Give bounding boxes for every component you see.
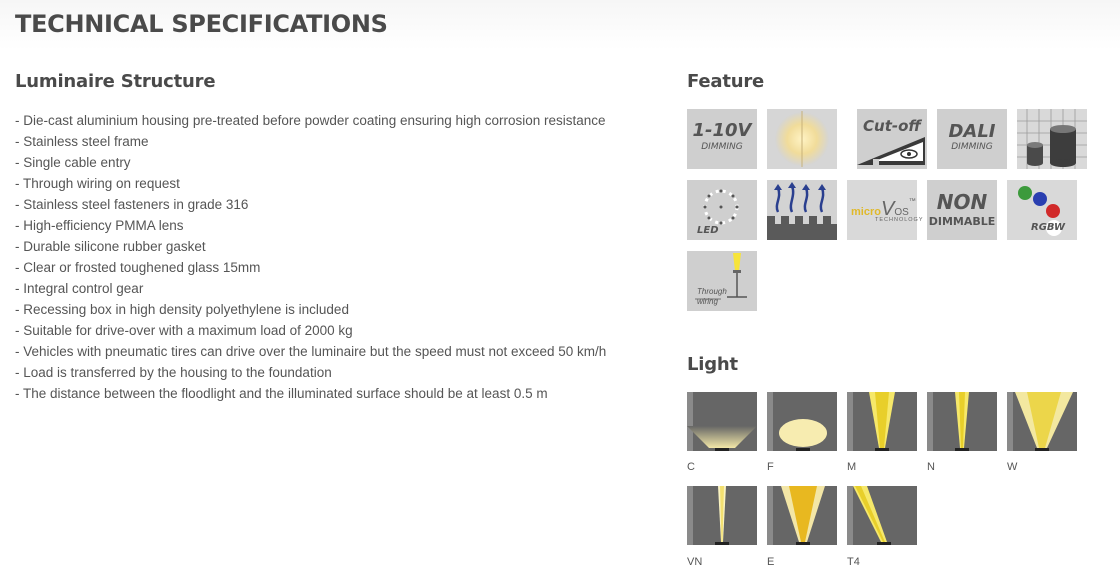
cut-off-graphic xyxy=(857,109,927,169)
list-item: - Durable silicone rubber gasket xyxy=(15,239,206,254)
optic-e-icon xyxy=(767,486,837,545)
1-10v-dimming-icon xyxy=(687,109,757,169)
optic-n-beam xyxy=(927,392,997,451)
list-item: - Load is transferred by the housing to the foundation xyxy=(15,365,332,380)
structure-list xyxy=(15,110,606,404)
optic-t4-icon xyxy=(847,486,917,545)
optic-w-beam xyxy=(1007,392,1077,451)
list-item: - Integral control gear xyxy=(15,281,144,296)
microvos-technology-icon xyxy=(847,180,924,240)
warm-light-graphic xyxy=(767,109,837,169)
optic-vn-label: VN xyxy=(687,556,703,568)
feature-heading: Feature xyxy=(687,71,765,92)
optic-f-beam xyxy=(767,392,837,451)
optic-m-icon xyxy=(847,392,917,451)
optic-w-icon xyxy=(1007,392,1077,451)
rgbw-icon xyxy=(1007,180,1077,240)
optic-f-icon xyxy=(767,392,837,451)
luminaire-structure-heading: Luminaire Structure xyxy=(15,71,216,92)
optic-n-icon xyxy=(927,392,997,451)
microvos-tm: ™ xyxy=(908,198,916,205)
dim-110-label: 1-10V xyxy=(692,120,752,141)
optic-t4-label: T4 xyxy=(847,556,860,568)
optic-m-label: M xyxy=(847,461,857,473)
optic-f-label: F xyxy=(767,461,774,473)
list-item: - Recessing box in high density polyethylene is included xyxy=(15,302,349,317)
dali-dimming-icon xyxy=(937,109,1007,169)
led-label: LED xyxy=(697,225,719,236)
optic-c-label: C xyxy=(687,461,695,473)
optic-e-label: E xyxy=(767,556,775,568)
non-label: NON xyxy=(936,190,988,214)
cylinders-graphic xyxy=(1017,109,1087,169)
list-item: - Clear or frosted toughened glass 15mm xyxy=(15,260,261,275)
list-item: - Stainless steel frame xyxy=(15,134,149,149)
ip-rating-icon xyxy=(1017,109,1087,169)
dim-110-sublabel: DIMMING xyxy=(701,142,743,152)
wiring-label: wiring xyxy=(697,297,718,306)
list-item: - Through wiring on request xyxy=(15,176,180,191)
list-item: - High-efficiency PMMA lens xyxy=(15,218,184,233)
through-label: Through xyxy=(697,287,727,296)
page-title: TECHNICAL SPECIFICATIONS xyxy=(15,10,388,38)
optic-vn-icon xyxy=(687,486,757,545)
optic-m-beam xyxy=(847,392,917,451)
list-item: - Vehicles with pneumatic tires can drive over the luminaire but the speed must not exceed 50 km/h xyxy=(15,344,607,359)
list-item: - Die-cast aluminium housing pre-treated before powder coating ensuring high corrosion resistance xyxy=(15,113,606,128)
optic-t4-beam xyxy=(847,486,917,545)
optic-n-label: N xyxy=(927,461,935,473)
list-item: - The distance between the floodlight and the illuminated surface should be at least 0.5 m xyxy=(15,386,548,401)
list-item: - Suitable for drive-over with a maximum load of 2000 kg xyxy=(15,323,353,338)
dimmable-label: DIMMABLE xyxy=(928,215,996,228)
optic-c-beam xyxy=(687,392,757,451)
dali-sublabel: DIMMING xyxy=(951,142,993,152)
microvos-micro: micro xyxy=(851,206,881,218)
optic-vn-beam xyxy=(687,486,757,545)
warm-light-icon xyxy=(767,109,837,169)
microvos-tech: TECHNOLOGY xyxy=(875,217,924,223)
list-item: - Stainless steel fasteners in grade 316 xyxy=(15,197,249,212)
light-heading: Light xyxy=(687,354,738,375)
cut-off-label: Cut-off xyxy=(863,117,921,135)
microvos-os: OS xyxy=(894,207,909,218)
heat-dissipation-icon xyxy=(767,180,837,240)
led-icon xyxy=(687,180,757,240)
non-dimmable-icon xyxy=(927,180,997,240)
optic-c-icon xyxy=(687,392,757,451)
rgbw-label: RGBW xyxy=(1031,222,1066,233)
microvos-v: V xyxy=(880,198,895,220)
dali-label: DALI xyxy=(948,121,996,142)
cut-off-icon xyxy=(857,109,927,169)
list-item: - Single cable entry xyxy=(15,155,131,170)
through-wiring-icon xyxy=(687,251,757,311)
heat-dissipation-graphic xyxy=(767,180,837,240)
optic-e-beam xyxy=(767,486,837,545)
optic-w-label: W xyxy=(1007,461,1018,473)
